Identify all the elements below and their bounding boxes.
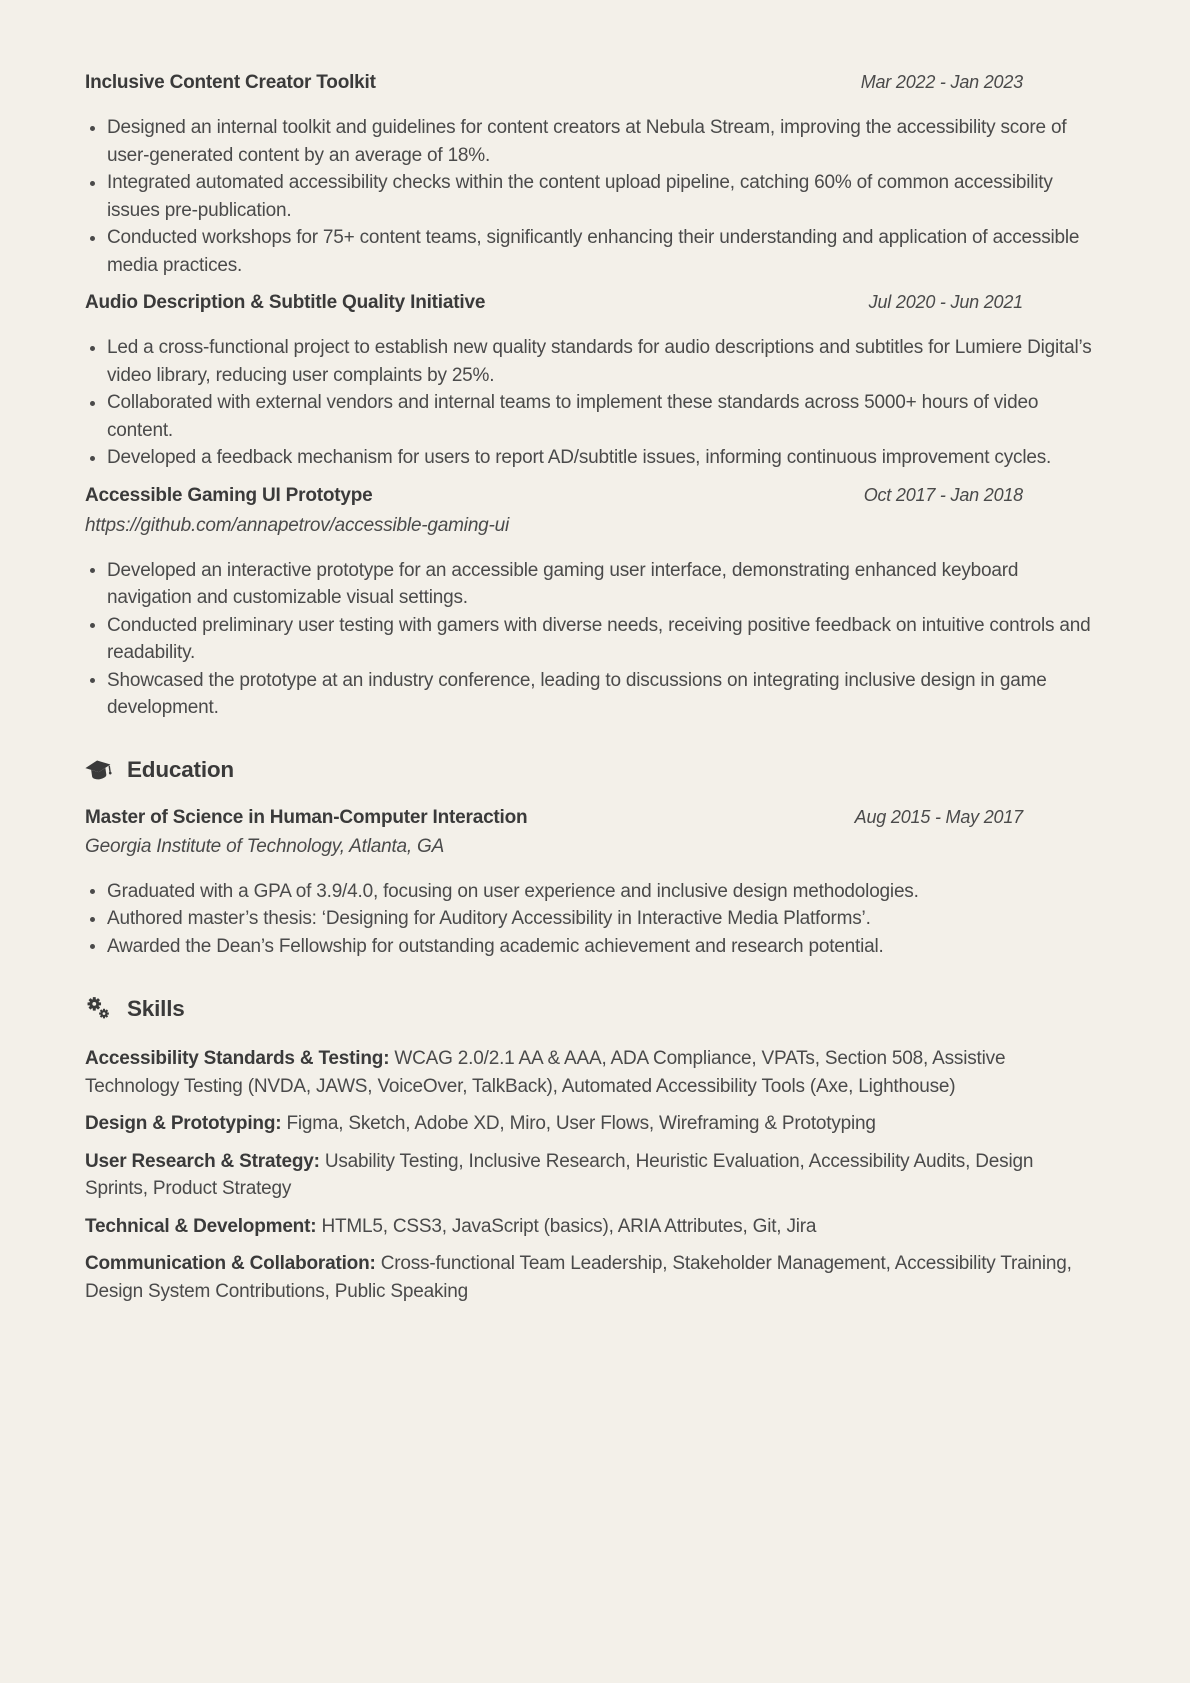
entry-title: Accessible Gaming UI Prototype bbox=[85, 484, 373, 506]
skill-label: Accessibility Standards & Testing: bbox=[85, 1048, 390, 1069]
entry-header bbox=[85, 807, 1095, 829]
skill-label: Design & Prototyping: bbox=[85, 1113, 282, 1134]
experience-entry bbox=[85, 292, 1095, 472]
skill-label: Technical & Development: bbox=[85, 1215, 317, 1237]
entry-title: Inclusive Content Creator Toolkit bbox=[85, 72, 376, 93]
bullet-item: Collaborated with external vendors and internal teams to implement these standards across 5000+ hours of video content. bbox=[85, 389, 1095, 444]
bullet-list bbox=[85, 334, 1095, 472]
skill-category bbox=[85, 1250, 1095, 1305]
section-title: Skills bbox=[127, 995, 185, 1021]
degree-title: Master of Science in Human-Computer Interaction bbox=[85, 806, 528, 828]
institution-name: Georgia Institute of Technology, Atlanta, GA bbox=[85, 835, 445, 857]
bullet-item: Developed a feedback mechanism for users to report AD/subtitle issues, informing continuous improvement cycles. bbox=[85, 444, 1095, 472]
skill-items: HTML5, CSS3, JavaScript (basics), ARIA Attributes, Git, Jira bbox=[321, 1215, 817, 1237]
bullet-item: Integrated automated accessibility checks within the content upload pipeline, catching 60% of common accessibility issues pre-publication. bbox=[85, 169, 1095, 224]
entry-header bbox=[85, 485, 1095, 507]
bullet-item: Developed an interactive prototype for an accessible gaming user interface, demonstrating enhanced keyboard navigation and customizable visual settings. bbox=[85, 557, 1095, 612]
bullet-item: Led a cross-functional project to establish new quality standards for audio descriptions and subtitles for Lumiere Digital’s video library, reducing user complaints by 25%. bbox=[85, 334, 1095, 389]
skill-category bbox=[85, 1110, 1095, 1138]
skill-items: Figma, Sketch, Adobe XD, Miro, User Flows, Wireframing & Prototyping bbox=[286, 1113, 876, 1134]
entry-date: Oct 2017 - Jan 2018 bbox=[863, 484, 1023, 505]
bullet-item: Showcased the prototype at an industry conference, leading to discussions on integrating inclusive design in game development. bbox=[85, 667, 1095, 722]
entry-header bbox=[85, 72, 1095, 94]
bullet-item: Awarded the Dean’s Fellowship for outstanding academic achievement and research potential. bbox=[85, 933, 1095, 961]
entry-date: Jul 2020 - Jun 2021 bbox=[868, 292, 1023, 312]
skill-label: User Research & Strategy: bbox=[85, 1150, 320, 1172]
skill-items: Usability Testing, Inclusive Research, Heuristic Evaluation, Accessibility Audits, Design Sprints, Product Strategy bbox=[85, 1150, 1034, 1199]
skill-items: WCAG 2.0/2.1 AA & AAA, ADA Compliance, VPATs, Section 508, Assistive Technology Testing (NVDA, JAWS, VoiceOver, TalkBack), Automated Accessibility Tools (Axe, Lighthouse) bbox=[85, 1048, 1006, 1097]
skill-category bbox=[85, 1213, 1095, 1241]
skill-label: Communication & Collaboration: bbox=[85, 1253, 376, 1274]
skills-section-heading bbox=[85, 995, 1095, 1022]
entry-date: Mar 2022 - Jan 2023 bbox=[860, 72, 1023, 92]
gears-icon bbox=[85, 995, 112, 1022]
graduation-cap-icon bbox=[85, 757, 112, 784]
bullet-item: Conducted preliminary user testing with gamers with diverse needs, receiving positive feedback on intuitive controls and readability. bbox=[85, 612, 1095, 667]
education-entry bbox=[85, 807, 1095, 961]
skill-category bbox=[85, 1045, 1095, 1100]
education-section-heading bbox=[85, 757, 1095, 784]
entry-date: Aug 2015 - May 2017 bbox=[854, 806, 1023, 827]
entry-header bbox=[85, 292, 1095, 314]
experience-entry bbox=[85, 485, 1095, 722]
entry-title: Audio Description & Subtitle Quality Initiative bbox=[85, 292, 486, 313]
experience-entry bbox=[85, 72, 1095, 279]
bullet-list bbox=[85, 114, 1095, 279]
bullet-list bbox=[85, 557, 1095, 722]
project-link[interactable]: https://github.com/annapetrov/accessible-gaming-ui bbox=[85, 514, 510, 536]
section-title: Education bbox=[127, 757, 234, 782]
bullet-item: Graduated with a GPA of 3.9/4.0, focusing on user experience and inclusive design methodologies. bbox=[85, 878, 1095, 906]
skill-items: Cross-functional Team Leadership, Stakeholder Management, Accessibility Training, Design System Contributions, Public Speaking bbox=[85, 1253, 1072, 1302]
bullet-item: Authored master’s thesis: ‘Designing for Auditory Accessibility in Interactive Media Platforms’. bbox=[85, 905, 1095, 933]
bullet-item: Conducted workshops for 75+ content teams, significantly enhancing their understanding and application of accessible media practices. bbox=[85, 224, 1095, 279]
bullet-item: Designed an internal toolkit and guidelines for content creators at Nebula Stream, improving the accessibility score of user-generated content by an average of 18%. bbox=[85, 114, 1095, 169]
skill-category bbox=[85, 1148, 1095, 1203]
bullet-list bbox=[85, 878, 1095, 961]
